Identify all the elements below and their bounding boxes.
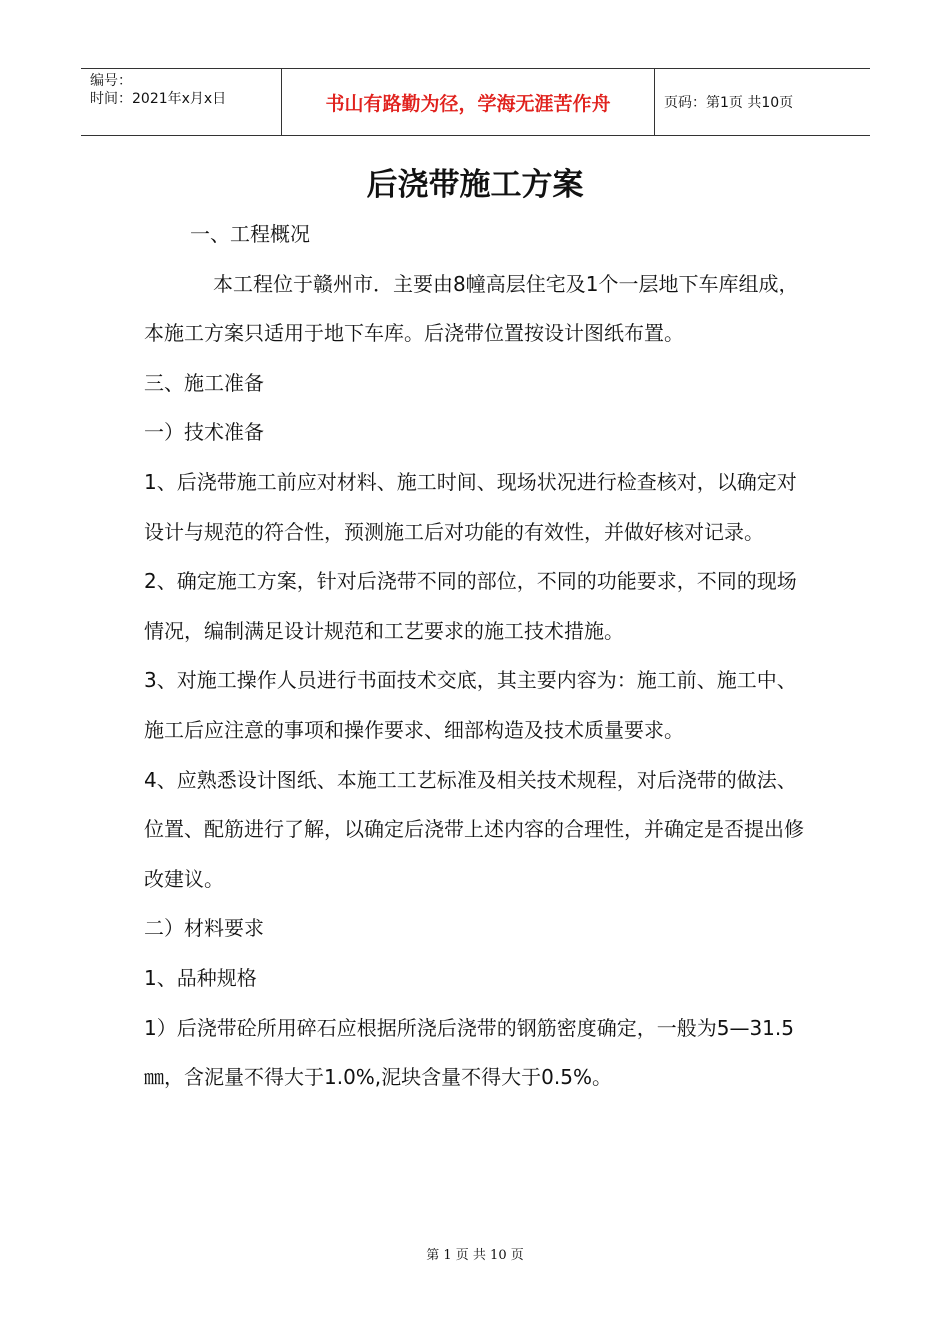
document-date-label: 时间：2021年x月x日 xyxy=(90,91,227,107)
header-info-cell xyxy=(81,69,282,135)
section-heading-preparation: 三、施工准备 xyxy=(144,370,264,395)
document-title: 后浇带施工方案 xyxy=(366,167,584,203)
section-heading-overview: 一、工程概况 xyxy=(190,222,310,246)
paragraph-item-specs: 1、品种规格 xyxy=(144,965,257,990)
paragraph-item-1: 1、后浇带施工前应对材料、施工时间、现场状况进行检查核对，以确定对设计与规范的符合性，预测施工后对功能的有效性，并做好核对记录。 xyxy=(144,469,797,544)
page-footer: 第 1 页 共 10 页 xyxy=(426,1248,524,1263)
paragraph-item-2: 2、确定施工方案，针对后浇带不同的部位，不同的功能要求，不同的现场情况，编制满足设计规范和工艺要求的施工技术措施。 xyxy=(144,569,797,643)
document-number-label: 编号： xyxy=(90,73,132,89)
paragraph-item-4: 4、应熟悉设计图纸、本施工工艺标准及相关技术规程，对后浇带的做法、位置、配筋进行了解，以确定后浇带上述内容的合理性，并确定是否提出修改建议。 xyxy=(144,767,804,891)
paragraph-overview: 本工程位于赣州市．主要由8幢高层住宅及1个一层地下车库组成，本施工方案只适用于地下车库。后浇带位置按设计图纸布置。 xyxy=(144,271,799,346)
paragraph-item-3: 3、对施工操作人员进行书面技术交底，其主要内容为：施工前、施工中、施工后应注意的事项和操作要求、细部构造及技术质量要求。 xyxy=(144,668,797,742)
page-header xyxy=(81,68,870,136)
subsection-heading-technical: 一）技术准备 xyxy=(144,420,264,445)
header-motto: 书山有路勤为径，学海无涯苦作舟 xyxy=(282,69,655,135)
header-page-number: 页码：第1页 共10页 xyxy=(664,95,794,111)
subsection-heading-materials: 二）材料要求 xyxy=(144,916,264,941)
paragraph-item-gravel: 1）后浇带砼所用碎石应根据所浇后浇带的钢筋密度确定，一般为5—31.5㎜，含泥量不得大于1.0%,泥块含量不得大于0.5%。 xyxy=(144,1015,794,1090)
document-body xyxy=(144,210,809,1103)
